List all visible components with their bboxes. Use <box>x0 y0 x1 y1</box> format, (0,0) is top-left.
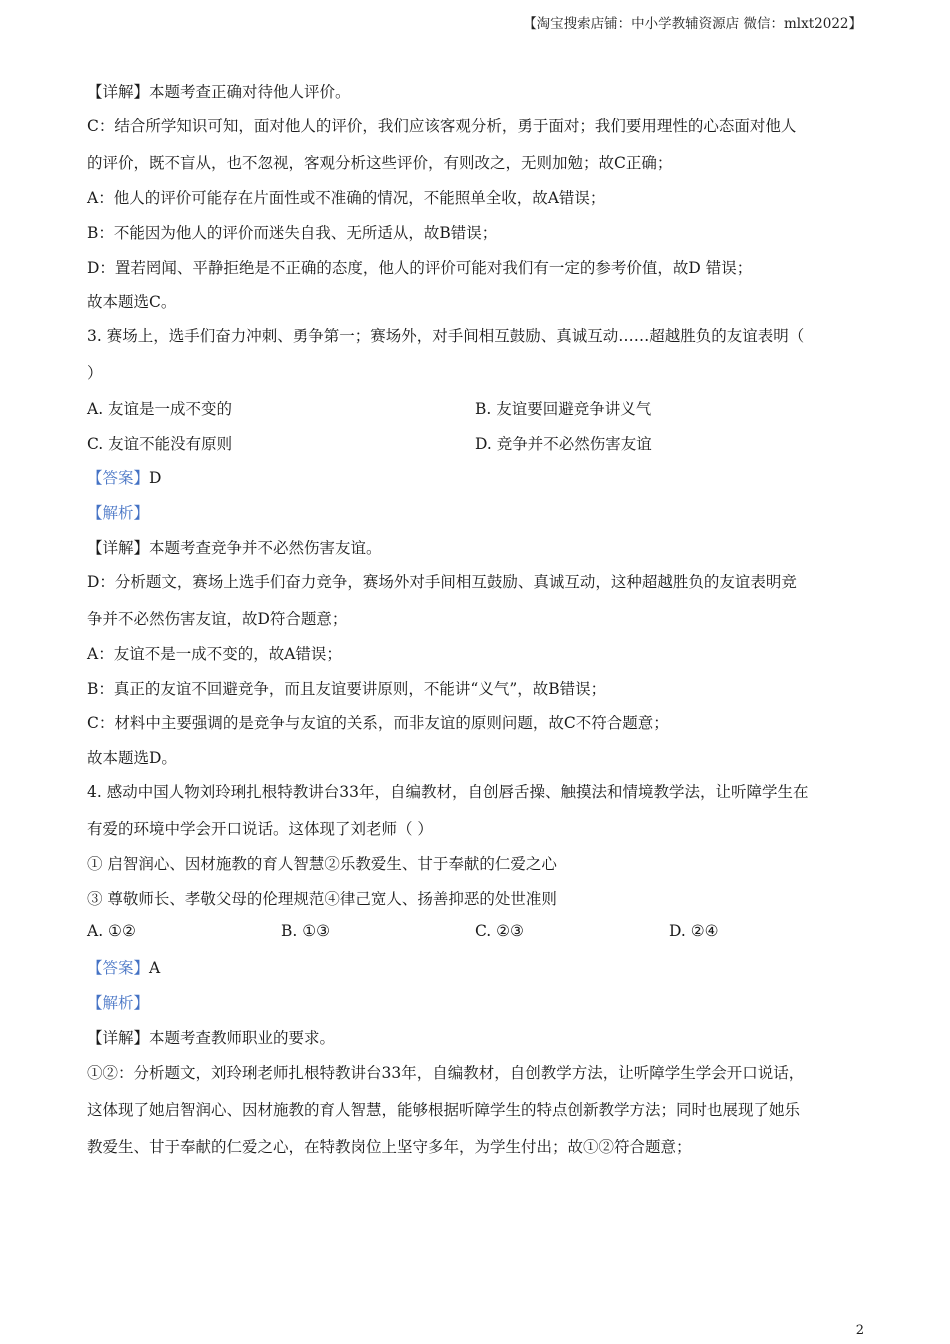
options-row <box>87 432 867 454</box>
answer-label: 【答案】 <box>87 959 150 977</box>
explanation-line: 故本题选D。 <box>87 749 177 767</box>
explanation-line: 教爱生、甘于奉献的仁爱之心，在特教岗位上坚守多年，为学生付出；故①②符合题意； <box>87 1138 692 1156</box>
option-b: B. ①③ <box>281 922 331 940</box>
answer-value: A <box>149 959 161 977</box>
explanation-line: C：材料中主要强调的是竞争与友谊的关系，而非友谊的原则问题，故C不符合题意； <box>87 714 669 732</box>
analysis-label: 【解析】 <box>87 504 150 522</box>
options-row <box>87 397 867 419</box>
answer-line <box>87 467 161 489</box>
explanation-line: B：不能因为他人的评价而迷失自我、无所适从，故B错误； <box>87 224 498 242</box>
explanation-line: 故本题选C。 <box>87 293 177 311</box>
detail-heading: 【详解】本题考查教师职业的要求。 <box>87 1029 336 1047</box>
explanation-line: B：真正的友谊不回避竞争，而且友谊要讲原则，不能讲“义气”，故B错误； <box>87 680 607 698</box>
answer-line <box>87 957 160 979</box>
option-a: A. 友谊是一成不变的 <box>87 400 233 418</box>
explanation-line: A：友谊不是一成不变的，故A错误； <box>87 645 342 663</box>
question-choice-line: ① 启智润心、因材施教的育人智慧②乐教爱生、甘于奉献的仁爱之心 <box>87 855 557 873</box>
page-header: 【淘宝搜索店铺：中小学教辅资源店 微信：mlxt2022】 <box>523 16 862 32</box>
option-a: A. ①② <box>87 922 136 940</box>
explanation-line: D：置若罔闻、平静拒绝是不正确的态度，他人的评价可能对我们有一定的参考价值，故D 错误； <box>87 259 753 277</box>
explanation-line: 这体现了她启智润心、因材施教的育人智慧，能够根据听障学生的特点创新教学方法；同时也展现了她乐 <box>87 1101 801 1119</box>
explanation-line: C：结合所学知识可知，面对他人的评价，我们应该客观分析，勇于面对；我们要用理性的心态面对他人 <box>87 117 797 135</box>
options-row <box>87 922 867 944</box>
detail-heading: 【详解】本题考查正确对待他人评价。 <box>87 83 351 101</box>
option-c: C. 友谊不能没有原则 <box>87 435 233 453</box>
question-stem: 有爱的环境中学会开口说话。这体现了刘老师（ ） <box>87 820 433 838</box>
explanation-line: D：分析题文，赛场上选手们奋力竞争，赛场外对手间相互鼓励、真诚互动，这种超越胜负的友谊表明竞 <box>87 573 797 591</box>
option-c: C. ②③ <box>475 922 524 940</box>
answer-label: 【答案】 <box>87 469 150 487</box>
option-d: D. 竞争并不必然伤害友谊 <box>475 435 652 453</box>
explanation-line: 的评价，既不盲从，也不忽视，客观分析这些评价，有则改之，无则加勉；故C正确； <box>87 154 673 172</box>
option-d: D. ②④ <box>669 922 719 940</box>
analysis-label: 【解析】 <box>87 994 150 1012</box>
explanation-line: 争并不必然伤害友谊，故D符合题意； <box>87 610 348 628</box>
explanation-line: ①②：分析题文，刘玲琍老师扎根特教讲台33年，自编教材，自创教学方法，让听障学生学会开口说话， <box>87 1064 805 1082</box>
question-choice-line: ③ 尊敬师长、孝敬父母的伦理规范④律己宽人、扬善抑恶的处世准则 <box>87 890 557 908</box>
detail-heading: 【详解】本题考查竞争并不必然伤害友谊。 <box>87 539 382 557</box>
question-stem: ） <box>87 364 103 382</box>
answer-value: D <box>149 469 162 487</box>
question-stem: 3. 赛场上，选手们奋力冲刺、勇争第一；赛场外，对手间相互鼓励、真诚互动……超越胜负的友谊表明（ <box>87 327 805 345</box>
question-stem: 4. 感动中国人物刘玲琍扎根特教讲台33年，自编教材，自创唇舌操、触摸法和情境教学法，让听障学生在 <box>87 783 809 801</box>
page-number: 2 <box>855 1323 864 1338</box>
option-b: B. 友谊要回避竞争讲义气 <box>475 400 652 418</box>
explanation-line: A：他人的评价可能存在片面性或不准确的情况，不能照单全收，故A错误； <box>87 189 606 207</box>
